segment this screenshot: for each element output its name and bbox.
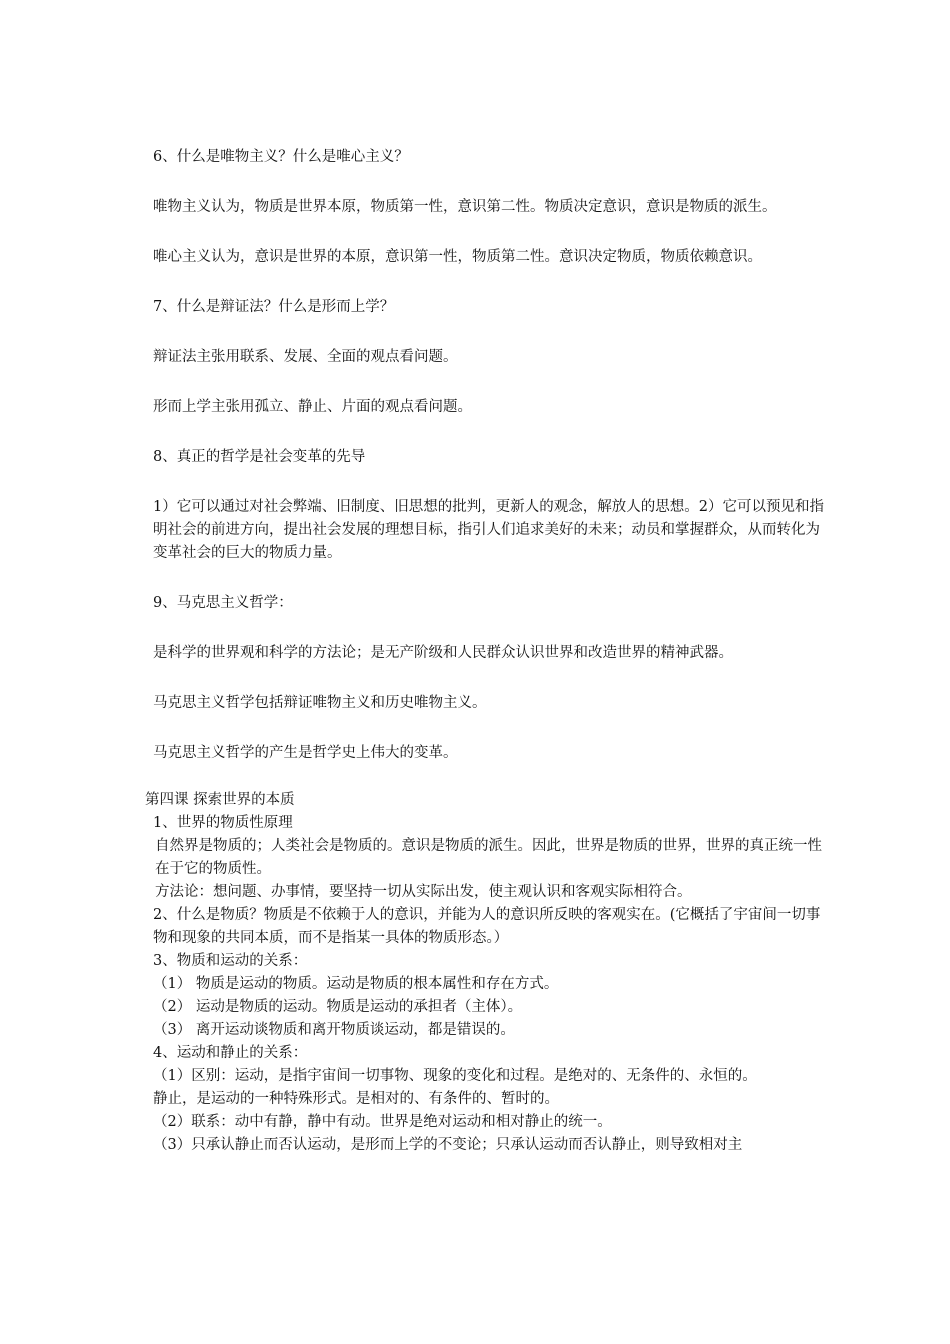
list-item: （3） 离开运动谈物质和离开物质谈运动，都是错误的。 — [153, 1022, 515, 1038]
document-body — [145, 146, 825, 1157]
point-heading: 1、世界的物质性原理 — [153, 815, 293, 831]
paragraph: 形而上学主张用孤立、静止、片面的观点看问题。 — [153, 399, 472, 415]
section-world-essence — [145, 812, 825, 1157]
section-philosophy-basics — [145, 146, 825, 765]
paragraph: 唯物主义认为，物质是世界本原，物质第一性，意识第二性。物质决定意识，意识是物质的派生。 — [153, 199, 777, 215]
paragraph: 唯心主义认为，意识是世界的本原，意识第一性，物质第二性。意识决定物质，物质依赖意识。 — [153, 249, 762, 265]
paragraph: 自然界是物质的；人类社会是物质的。意识是物质的派生。因此，世界是物质的世界，世界的真正统一性在于它的物质性。 — [155, 838, 822, 877]
question-heading: 9、马克思主义哲学： — [153, 595, 293, 611]
question-heading: 7、什么是辩证法？什么是形而上学？ — [153, 299, 395, 315]
paragraph: 1）它可以通过对社会弊端、旧制度、旧思想的批判，更新人的观念，解放人的思想。2）它可以预见和指明社会的前进方向，提出社会发展的理想目标，指引人们追求美好的未来；动员和掌握群众，从而转化为变革社会的巨大的物质力量。 — [153, 499, 824, 561]
list-item: （1） 物质是运动的物质。运动是物质的根本属性和存在方式。 — [153, 976, 559, 992]
question-heading: 8、真正的哲学是社会变革的先导 — [153, 449, 366, 465]
point-heading: 3、物质和运动的关系： — [153, 953, 308, 969]
list-item: （3）只承认静止而否认运动，是形而上学的不变论；只承认运动而否认静止，则导致相对主 — [153, 1137, 743, 1153]
paragraph: 辩证法主张用联系、发展、全面的观点看问题。 — [153, 349, 458, 365]
paragraph: 马克思主义哲学的产生是哲学史上伟大的变革。 — [153, 745, 458, 761]
list-item: （2） 运动是物质的运动。物质是运动的承担者（主体）。 — [153, 999, 523, 1015]
paragraph: 静止，是运动的一种特殊形式。是相对的、有条件的、暂时的。 — [153, 1091, 559, 1107]
paragraph: 马克思主义哲学包括辩证唯物主义和历史唯物主义。 — [153, 695, 487, 711]
paragraph: 2、什么是物质？物质是不依赖于人的意识，并能为人的意识所反映的客观实在。(它概括了宇宙间一切事物和现象的共同本质，而不是指某一具体的物质形态。） — [153, 907, 821, 946]
list-item: （2）联系：动中有静，静中有动。世界是绝对运动和相对静止的统一。 — [153, 1114, 612, 1130]
list-item: （1）区别：运动，是指宇宙间一切事物、现象的变化和过程。是绝对的、无条件的、永恒的。 — [153, 1068, 757, 1084]
question-heading: 6、什么是唯物主义？什么是唯心主义？ — [153, 149, 409, 165]
lesson-title: 第四课 探索世界的本质 — [145, 792, 295, 808]
point-heading: 4、运动和静止的关系： — [153, 1045, 308, 1061]
paragraph: 方法论：想问题、办事情，要坚持一切从实际出发，使主观认识和客观实际相符合。 — [155, 884, 692, 900]
paragraph: 是科学的世界观和科学的方法论；是无产阶级和人民群众认识世界和改造世界的精神武器。 — [153, 645, 733, 661]
